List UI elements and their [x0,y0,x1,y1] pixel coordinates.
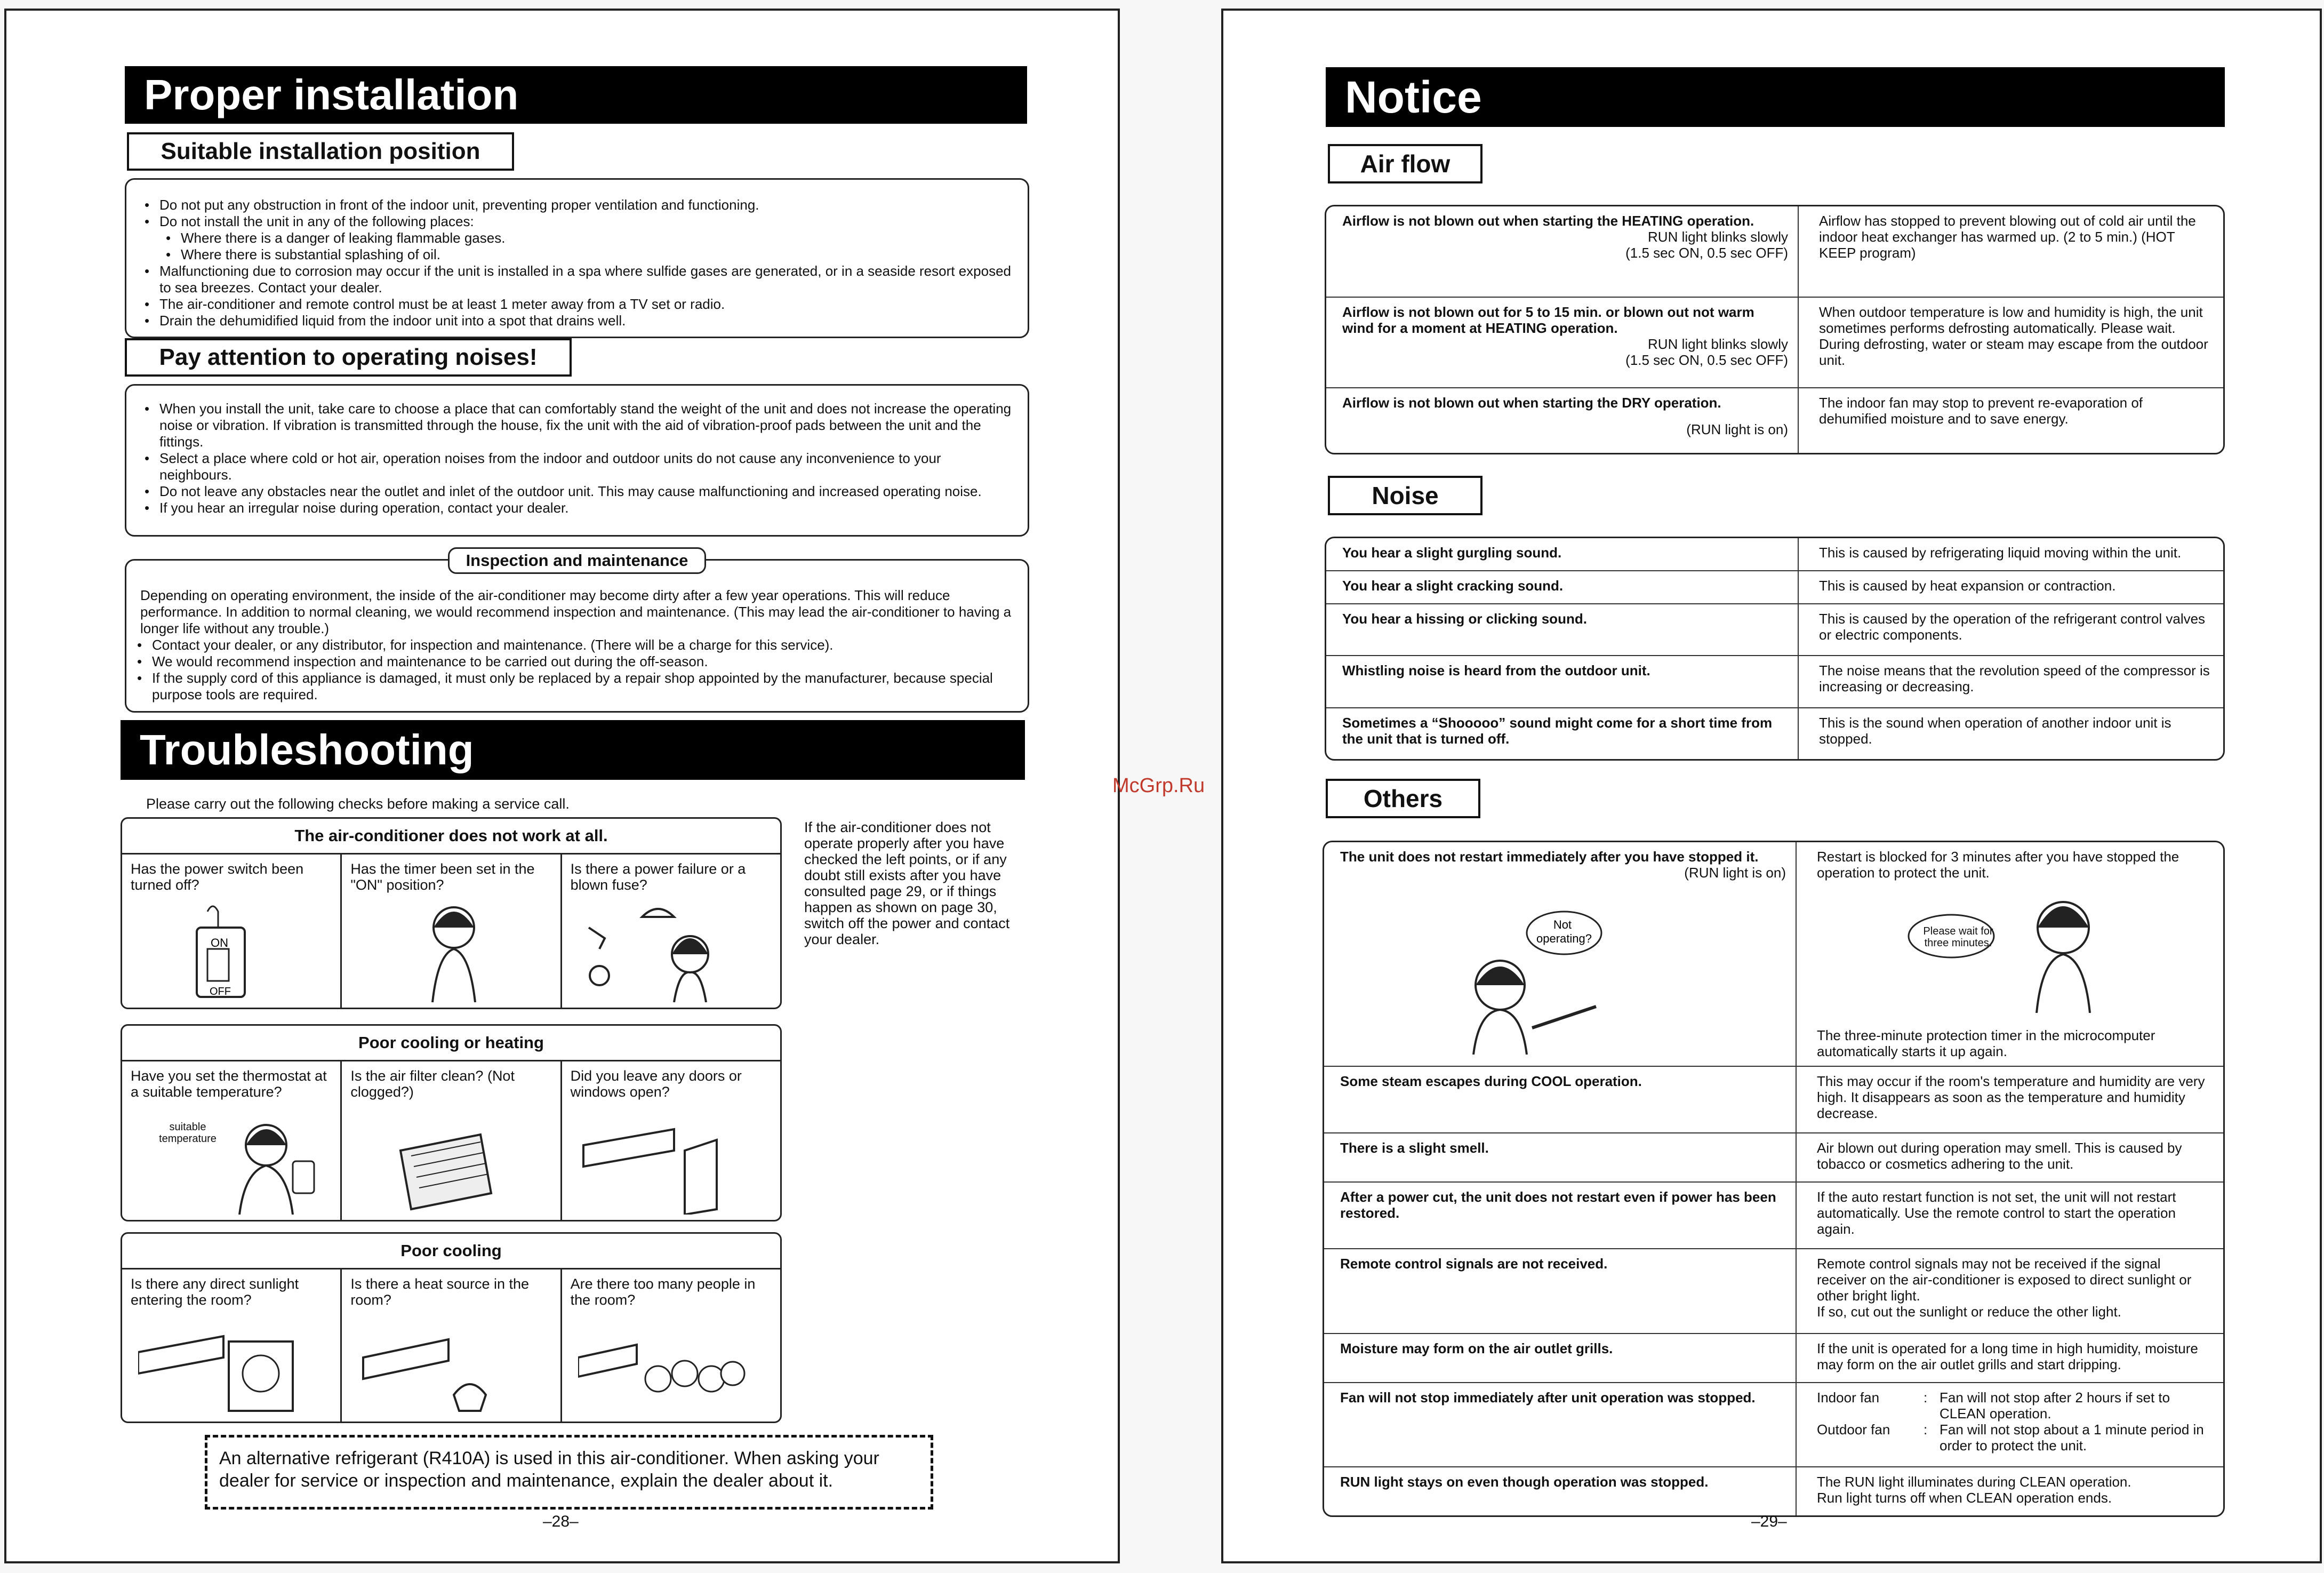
list-item: • If the supply cord of this appliance is damaged, it must only be replaced by a repair shop appointed by the manufacturer, because special purpose tools are required. [130,670,1014,703]
issue-text: Airflow is not blown out for 5 to 15 min. or blown out not warm wind for a moment at HEATING operation. [1342,304,1754,336]
person-thermostat-illustration [213,1113,335,1215]
run-light-note: (RUN light is on) [1684,865,1786,881]
explanation-text: The noise means that the revolution speed of the compressor is increasing or decreasing. [1798,656,2223,708]
explanation-text: Air blown out during operation may smell. This is caused by tobacco or cosmetics adhering to the unit. [1796,1133,2223,1182]
bubble-word: operating? [1536,932,1592,945]
run-light-note: (RUN light is on) [1686,421,1788,437]
issue-text: You hear a hissing or clicking sound. [1326,604,1798,656]
list-item: • Where there is substantial splashing of oil. [137,246,1017,263]
issue-text: Remote control signals are not received. [1324,1249,1796,1334]
issue-text: After a power cut, the unit does not restart even if power has been restored. [1324,1182,1796,1249]
notice-title: Notice [1326,67,2225,127]
list-item: • Contact your dealer, or any distributor, for inspection and maintenance. (There will be a charge for this service). [130,637,1014,653]
issue-text: Whistling noise is heard from the outdoor unit. [1326,656,1798,708]
noise-table [1325,537,2225,761]
explanation-text: This may occur if the room's temperature and humidity are very high. It disappears as soon as the temperature and humidity decrease. [1796,1066,2223,1133]
open-door-illustration [578,1113,738,1215]
issue-text: RUN light stays on even though operation was stopped. [1324,1467,1796,1515]
table-row [1324,1467,2223,1515]
explanation-text: If the unit is operated for a long time in high humidity, moisture may form on the air outlet grills and start dripping. [1796,1334,2223,1383]
trouble-check-cell [342,1269,562,1422]
troubleshooting-intro: Please carry out the following checks before making a service call. [146,796,570,812]
bubble-word: Not [1553,918,1572,931]
list-item: • Select a place where cold or hot air, operation noises from the indoor and outdoor units do not cause any inconvenience to your neighbours. [137,450,1017,483]
trouble-check-cell [562,855,780,1008]
issue-text: The unit does not restart immediately after you have stopped it. [1340,849,1759,865]
explanation-text: The RUN light illuminates during CLEAN operation. Run light turns off when CLEAN operation ends. [1796,1467,2223,1515]
installation-position-list [137,197,1017,329]
list-item: • If you hear an irregular noise during operation, contact your dealer. [137,500,1017,516]
trouble-check-cell [122,1061,342,1220]
table-row [1326,604,2223,656]
watermark: McGrp.Ru [1112,774,1205,797]
trouble-check-cell [342,855,562,1008]
explanation-text: This is caused by heat expansion or contraction. [1798,571,2223,604]
explanation-text: Remote control signals may not be received if the signal receiver on the air-conditioner is exposed to direct sunlight or other bright light. If so, cut out the sunlight or reduce the other light. [1796,1249,2223,1334]
trouble-group-poor-cooling [121,1232,782,1423]
crowd-illustration [578,1320,749,1416]
list-item: • Do not leave any obstacles near the outlet and inlet of the outdoor unit. This may cause malfunctioning and increased operating noise. [137,483,1017,500]
explanation-text: This is the sound when operation of another indoor unit is stopped. [1798,708,2223,759]
trouble-check-cell [122,1269,342,1422]
fan-label: Outdoor fan [1817,1421,1890,1438]
check-question: Is there a power failure or a blown fuse? [570,861,746,893]
issue-text: There is a slight smell. [1324,1133,1796,1182]
table-row [1324,1249,2223,1334]
others-table [1323,841,2225,1517]
switch-on-label: ON [211,936,228,949]
table-row [1326,538,2223,571]
issue-text: You hear a slight cracking sound. [1326,571,1798,604]
check-question: Has the timer been set in the "ON" position? [350,861,535,893]
trouble-check-cell [562,1269,780,1422]
explanation-text-2: The three-minute protection timer in the microcomputer automatically starts it up again. [1817,1027,2155,1059]
trouble-group-heading: Poor cooling [122,1234,780,1269]
list-item: • Where there is a danger of leaking flammable gases. [137,230,1017,246]
switch-off-label: OFF [210,986,231,997]
table-row [1326,388,2223,453]
list-item: • The air-conditioner and remote control must be at least 1 meter away from a TV set or radio. [137,296,1017,313]
table-row [1324,1334,2223,1383]
inspection-heading: Inspection and maintenance [448,547,706,574]
list-item: • Malfunctioning due to corrosion may occur if the unit is installed in a spa where sulfide gases are generated, or in a seaside resort exposed to sea breezes. Contact your dealer. [137,263,1017,296]
power-failure-illustration [578,896,738,1002]
trouble-group-poor-cool-heat [121,1024,782,1221]
page-number: –28– [543,1513,579,1530]
fan-line: Indoor fan : Fan will not stop after 2 hours if set to CLEAN operation. [1817,1390,2214,1422]
issue-text: Airflow is not blown out when starting the HEATING operation. [1342,213,1754,229]
operating-noises-box [125,384,1029,537]
check-question: Did you leave any doors or windows open? [570,1068,742,1100]
fan-text: Fan will not stop about a 1 minute period in order to protect the unit. [1940,1421,2204,1454]
thermostat-label: suitable temperature [159,1121,217,1145]
list-item: • We would recommend inspection and maintenance to be carried out during the off-season. [130,653,1014,670]
trouble-group-heading: Poor cooling or heating [122,1026,780,1061]
table-row [1326,708,2223,759]
table-row [1324,842,2223,1066]
trouble-group-heading: The air-conditioner does not work at all. [122,819,780,855]
refrigerant-note: An alternative refrigerant (R410A) is used in this air-conditioner. When asking your dealer for service or inspection and maintenance, explain the dealer about it. [205,1435,933,1510]
inspection-text: Depending on operating environment, the inside of the air-conditioner may become dirty after a few year operations. This will reduce performance. In addition to normal cleaning, we would recommend inspection and maintenance. (This may lead the air-conditioner to having a longer life without any trouble.) [140,587,1012,636]
power-switch-illustration [170,896,277,1002]
table-row [1324,1066,2223,1133]
list-item: • Do not install the unit in any of the following places: [137,213,1017,230]
trouble-check-cell [562,1061,780,1220]
trouble-check-cell [342,1061,562,1220]
fan-line: Outdoor fan : Fan will not stop about a 1 minute period in order to protect the unit. [1817,1422,2214,1454]
proper-installation-title: Proper installation [125,66,1027,124]
list-item: • Drain the dehumidified liquid from the indoor unit into a spot that drains well. [137,313,1017,329]
table-row [1326,297,2223,388]
person-waiting-illustration [1441,905,1633,1055]
check-question: Is the air filter clean? (Not clogged?) [350,1068,515,1100]
run-light-note: RUN light blinks slowly (1.5 sec ON, 0.5 sec OFF) [1625,336,1788,368]
list-item: • When you install the unit, take care to choose a place that can comfortably stand the weight of the unit and does not increase the operating noise or vibration. If vibration is transmitted through the house, fix the unit with the aid of vibration-proof pads between the unit and the fittings. [137,401,1017,450]
trouble-check-cell [122,855,342,1008]
fan-text: Fan will not stop after 2 hours if set to CLEAN operation. [1940,1389,2170,1422]
operating-noises-heading: Pay attention to operating noises! [125,338,572,377]
list-item: • Do not put any obstruction in front of the indoor unit, preventing proper ventilation and functioning. [137,197,1017,213]
explanation-text: Airflow has stopped to prevent blowing out of cold air until the indoor heat exchanger has warmed up. (2 to 5 min.) (HOT KEEP program) [1819,213,2196,261]
person-timer-illustration [395,896,512,1002]
check-question: Are there too many people in the room? [570,1276,756,1308]
sunlight-illustration [138,1320,309,1416]
table-row [1326,206,2223,297]
issue-text: You hear a slight gurgling sound. [1326,538,1798,571]
table-row [1326,656,2223,708]
troubleshooting-title: Troubleshooting [121,720,1025,780]
table-row [1324,1133,2223,1182]
installation-position-box [125,178,1029,338]
table-row [1326,571,2223,604]
air-filter-illustration [379,1113,518,1215]
noise-heading: Noise [1328,476,1482,515]
operating-noises-list [137,401,1017,516]
troubleshooting-side-note: If the air-conditioner does not operate properly after you have checked the left points, or if any doubt still exists after you have consulted page 29, or if things happen as shown on page 30, switch off the power and contact your dealer. [804,819,1010,947]
table-row [1324,1182,2223,1249]
issue-text: Sometimes a “Shooooo” sound might come for a short time from the unit that is turned off. [1326,708,1798,759]
check-question: Is there any direct sunlight entering the room? [131,1276,299,1308]
person-explaining-illustration [1903,885,2127,1013]
others-heading: Others [1326,779,1480,818]
trouble-group-no-work [121,817,782,1009]
heat-source-illustration [358,1320,528,1416]
issue-text: Some steam escapes during COOL operation. [1324,1066,1796,1133]
explanation-text: The indoor fan may stop to prevent re-evaporation of dehumified moisture and to save energy. [1798,388,2223,453]
explanation-text: If the auto restart function is not set, the unit will not restart automatically. Use the remote control to start the operation again. [1796,1182,2223,1249]
issue-text: Airflow is not blown out when starting the DRY operation. [1342,395,1721,411]
airflow-heading: Air flow [1328,144,1482,183]
issue-text: Moisture may form on the air outlet grills. [1324,1334,1796,1383]
page-number: –29– [1751,1513,1787,1530]
bubble-answer-text: Please wait for three minutes. [1923,925,1993,949]
explanation-text: Restart is blocked for 3 minutes after you have stopped the operation to protect the unit. [1817,849,2179,881]
page-29 [1221,9,2322,1563]
check-question: Has the power switch been turned off? [131,861,304,893]
issue-text: Fan will not stop immediately after unit operation was stopped. [1324,1383,1796,1467]
inspection-box [125,559,1029,713]
inspection-list [130,637,1014,703]
airflow-table [1325,205,2225,454]
fan-label: Indoor fan [1817,1389,1880,1406]
check-question: Is there a heat source in the room? [350,1276,530,1308]
explanation-text: This is caused by the operation of the refrigerant control valves or electric components. [1798,604,2223,656]
page-28 [4,9,1120,1563]
installation-position-heading: Suitable installation position [127,132,514,171]
table-row [1324,1383,2223,1467]
run-light-note: RUN light blinks slowly (1.5 sec ON, 0.5 sec OFF) [1625,229,1788,261]
explanation-text: This is caused by refrigerating liquid moving within the unit. [1819,545,2182,561]
explanation-text: When outdoor temperature is low and humidity is high, the unit sometimes performs defrosting automatically. Please wait. During defrosting, water or steam may escape from the outdoor unit. [1798,297,2223,388]
check-question: Have you set the thermostat at a suitable temperature? [131,1068,327,1100]
